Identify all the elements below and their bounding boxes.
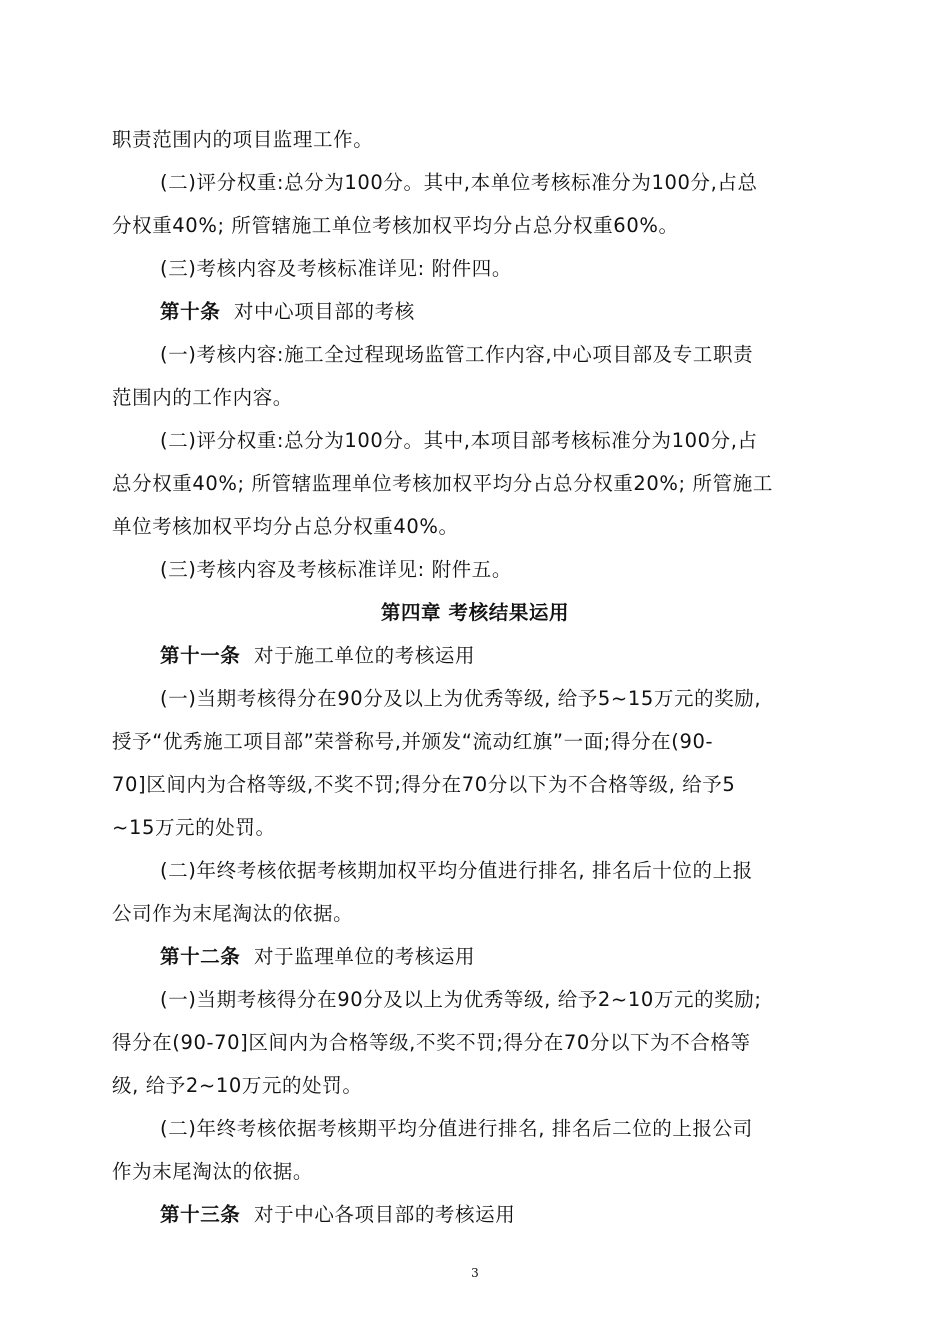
paragraph-line: ~15万元的处罚。 [112, 816, 276, 839]
article-heading [160, 1202, 850, 1228]
paragraph-line: 单位考核加权平均分占总分权重40%。 [112, 515, 459, 538]
chapter-heading: 第四章 考核结果运用 [380, 601, 570, 624]
page-number: 3 [471, 1266, 479, 1280]
paragraph-line: 分权重40%; 所管辖施工单位考核加权平均分占总分权重60%。 [112, 214, 679, 237]
article-text: 对中心项目部的考核 [233, 300, 415, 323]
article-number: 第十三条 [160, 1203, 241, 1226]
paragraph-line: (三)考核内容及考核标准详见: 附件五。 [160, 558, 512, 581]
paragraph-line: 授予“优秀施工项目部”荣誉称号,并颁发“流动红旗”一面;得分在(90- [112, 730, 714, 753]
paragraph-line: (二)年终考核依据考核期加权平均分值进行排名, 排名后十位的上报 [160, 859, 753, 882]
paragraph-line: (一)考核内容:施工全过程现场监管工作内容,中心项目部及专工职责 [160, 343, 754, 366]
article-text: 对于中心各项目部的考核运用 [254, 1203, 516, 1226]
paragraph-line: 70]区间内为合格等级,不奖不罚;得分在70分以下为不合格等级, 给予5 [112, 773, 736, 796]
paragraph-line: 职责范围内的项目监理工作。 [112, 128, 374, 151]
article-number: 第十二条 [160, 945, 241, 968]
article-number: 第十条 [160, 300, 221, 323]
paragraph-line: (三)考核内容及考核标准详见: 附件四。 [160, 257, 512, 280]
paragraph-line: 得分在(90-70]区间内为合格等级,不奖不罚;得分在70分以下为不合格等 [112, 1031, 751, 1054]
article-number: 第十一条 [160, 644, 241, 667]
paragraph-line: 总分权重40%; 所管辖监理单位考核加权平均分占总分权重20%; 所管施工 [112, 472, 773, 495]
paragraph-line: 作为末尾淘汰的依据。 [112, 1160, 314, 1183]
article-text: 对于监理单位的考核运用 [254, 945, 476, 968]
paragraph-line: (二)年终考核依据考核期平均分值进行排名, 排名后二位的上报公司 [160, 1117, 753, 1140]
paragraph-line: 公司作为末尾淘汰的依据。 [112, 902, 354, 925]
paragraph-line: (二)评分权重:总分为100分。其中,本单位考核标准分为100分,占总 [160, 171, 758, 194]
article-heading [160, 299, 850, 325]
paragraph-line: (二)评分权重:总分为100分。其中,本项目部考核标准分为100分,占 [160, 429, 758, 452]
paragraph-line: (一)当期考核得分在90分及以上为优秀等级, 给予2~10万元的奖励; [160, 988, 762, 1011]
paragraph-line: 级, 给予2~10万元的处罚。 [112, 1074, 363, 1097]
paragraph-line: 范围内的工作内容。 [112, 386, 293, 409]
article-heading [160, 944, 850, 970]
paragraph-line: (一)当期考核得分在90分及以上为优秀等级, 给予5~15万元的奖励, [160, 687, 762, 710]
article-text: 对于施工单位的考核运用 [254, 644, 476, 667]
article-heading [160, 643, 850, 669]
